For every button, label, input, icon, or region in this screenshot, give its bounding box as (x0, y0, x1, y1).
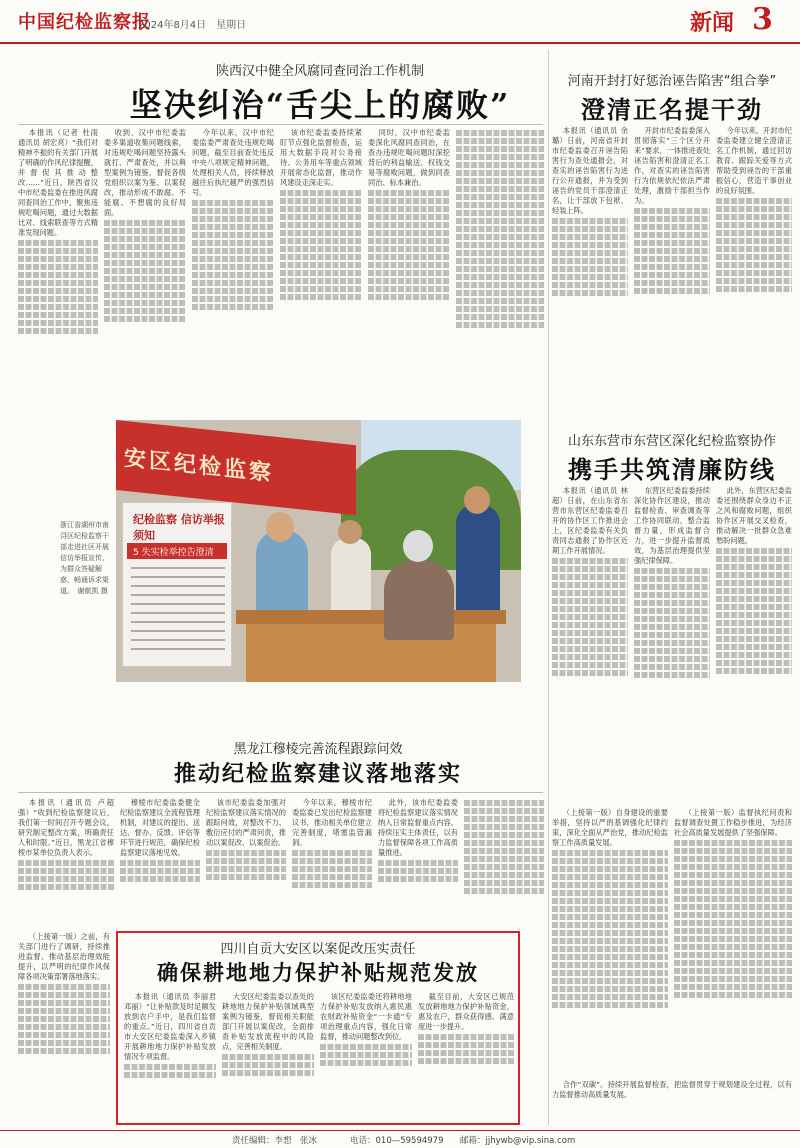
photo-person (456, 505, 500, 615)
photo-table-front (246, 624, 496, 682)
photo-person-head (338, 520, 362, 544)
article4-column: 此外，该市纪委监委将纪检监察建议落实情况纳入日常监督重点内容，持续压实主体责任，以有力监督保障各项工作高质量推进。 (378, 798, 458, 926)
article6-column: 截至目前，大安区已规范发放耕地地力保护补贴资金，惠及农户，群众获得感、满意度进一步提升。 (418, 992, 514, 1120)
article5-column: （上接第一版）自身建设的重要举措，坚持以严的基调强化纪律约束，深化全面从严治党，推动纪检监察工作高质量发展。 (552, 808, 668, 1126)
newspaper-logo: 中国纪检监察报 (18, 12, 151, 33)
photo-banner (116, 420, 356, 515)
footer-phone: 电话：010—59594979 (350, 1136, 444, 1146)
article6-column: 大安区纪委监委以查处的耕地地力保护补贴领域典型案例为镜鉴，督促相关职能部门开展以案促改，全面排查补贴发放流程中的风险点，完善相关制度。 (222, 992, 314, 1120)
photo-caption: 浙江省湖州市南浔区纪检监察干部走进社区开展信访举报宣传，为群众答疑解惑，畅通诉求渠道。 谢航凯 摄 (60, 521, 109, 595)
article6-headline: 确保耕地地力保护补贴规范发放 (157, 960, 479, 985)
article2-headline: 澄清正名提干劲 (581, 95, 763, 124)
article3-kicker: 山东东营市东营区深化纪检监察协作 (567, 434, 776, 449)
article3-headline: 携手共筑清廉防线 (568, 455, 776, 484)
photo-person-head (266, 512, 294, 542)
article1-column: 该市纪委监委持续紧盯节点强化监督检查，运用大数据手段对公务接待、公务用车等重点领域开展常态化监督，推动作风建设走深走实。 (280, 128, 362, 396)
article4-column: 穆棱市纪委监委健全纪检监察建议全流程管理机制，对建议的提出、送达、督办、反馈、评估等环节进行规范，确保纪检监察建议落地见效。 (120, 798, 200, 926)
article1-column: 今年以来，汉中市纪委监委严肃查处违规吃喝问题，截至目前查处违反中央八项规定精神问题，处理相关人员，持续释放越往后执纪越严的强烈信号。 (192, 128, 274, 396)
article1-column: 收到、汉中市纪委监委多渠道收集问题线索，对违规吃喝问题坚持露头就打、严肃查处，并以典型案例为镜鉴，督促各级党组织以案为鉴、以案促改，推动形成不敢腐、不能腐、不想腐的良好局面。 (104, 128, 186, 396)
article3-column: 东营区纪委监委持续深化协作区建设，推动监督检查、审查调查等工作协同联动，整合监督力量，形成监督合力，进一步提升监督质效，为基层治理提供坚强纪律保障。 (634, 486, 710, 802)
article1-column (456, 128, 544, 396)
footer-editor: 责任编辑：李想 张冰 (232, 1136, 318, 1146)
article1-kicker: 陕西汉中健全风腐同查同治工作机制 (215, 64, 424, 79)
footer-email: 邮箱：jjhywb@vip.sina.com (460, 1136, 576, 1146)
article4-column: 该市纪委监委加强对纪检监察建议落实情况的跟踪问效，对整改不力、敷衍应付的严肃问责，推动以案促改、以案促治。 (206, 798, 286, 926)
section-title: 新闻 (690, 10, 735, 36)
article1-headline: 坚决纠治“舌尖上的腐败” (129, 86, 511, 124)
page-footer (0, 1130, 800, 1148)
divider (18, 792, 543, 793)
photo-person (331, 538, 371, 618)
article4-column (464, 798, 544, 926)
article2-column: 本报讯（通讯员 余璐）日前，河南省开封市纪委监委召开诬告陷害行为查处通报会，对查实的诬告陷害行为进行公开通报，并为受到诬告的党员干部澄清正名，让干部放下包袱、轻装上阵。 (552, 126, 628, 396)
column-divider (548, 50, 549, 1125)
article7-column: （上接第一版）之前，有关部门进行了调研，持续推进监督、推动基层治理效能提升，以严明的纪律作风保障各项决策部署落地落实。 (18, 932, 110, 1124)
photo-person-head (403, 530, 433, 562)
article5-column: （上接第一版）监督执纪问责和监督调查处置工作稳步推进，为经济社会高质量发展提供了坚强保障。 (674, 808, 792, 1126)
issue-date: 2024年8月4日 星期日 (138, 20, 247, 31)
masthead (0, 0, 800, 44)
article4-column: 今年以来，穆棱市纪委监委已发出纪检监察建议书，推动相关单位建立完善制度，堵塞监管漏洞。 (292, 798, 372, 926)
article1-column: 同时，汉中市纪委监委深化风腐同查同治，在查办违规吃喝问题时深挖背后的利益输送、权钱交易等腐败问题，做到同查同治、标本兼治。 (368, 128, 450, 396)
article7-column: 合作“双碳”。持续开展监督检查，把监督贯穿于规划建设全过程，以有力监督推动高质量发展。 (552, 1080, 792, 1099)
article6-column: 本报讯（通讯员 李丽君 邓丽）“让补贴款及时足额发放到农户手中，是我们监督的重点。”近日，四川省自贡市大安区纪委监委深入乡镇开展耕地地力保护补贴发放情况专项监督。 (124, 992, 216, 1120)
photo-person (384, 560, 454, 640)
article4-headline: 推动纪检监察建议落地落实 (173, 761, 462, 787)
divider (18, 124, 543, 125)
article2-column: 今年以来，开封市纪委监委建立健全澄清正名工作机制，通过回访教育、跟踪关爱等方式帮助受到诬告的干部重振信心，营造干事创业的良好氛围。 (716, 126, 792, 396)
article6-kicker: 四川自贡大安区以案促改压实责任 (220, 942, 416, 957)
board-title: 纪检监察 信访举报须知 (133, 513, 225, 542)
page-number: 3 (752, 2, 773, 37)
article3-column: 本报讯（通讯员 林超）日前，在山东省东营市东营区纪委监委召开的协作区工作推进会上，区纪委监委有关负责同志通报了协作区近期工作开展情况。 (552, 486, 628, 802)
article2-kicker: 河南开封打好惩治诬告陷害“组合拳” (567, 74, 777, 89)
board-badge-text: 5 失实检举控告澄清 (133, 548, 214, 558)
article6-column: 该区纪委监委还将耕地地力保护补贴发放纳入惠民惠农财政补贴资金“一卡通”专项治理重点内容，强化日常监督，推动问题整改到位。 (320, 992, 412, 1120)
banner-text: 安区纪检监察 (124, 444, 275, 487)
article1-column: 本报讯（记者 杜雨 通讯员 胡宏亮）“我们对精神不振的有关部门开展了明确的作风纪律提醒，并督促其推动整改……”近日，陕西省汉中市纪委监委在推进风腐同查同治工作中，聚焦违规吃喝问题，通过大数据比对、线索联查等方式精准发现问题。 (18, 128, 98, 396)
article2-column: 开封市纪委监委深入贯彻落实“三个区分开来”要求，一体推进查处诬告陷害和澄清正名工作，对查实的诬告陷害行为依规依纪依法严肃处理，激励干部担当作为。 (634, 126, 710, 396)
photo-table (236, 610, 506, 624)
board-text-lines (131, 567, 225, 657)
news-photo (116, 420, 521, 682)
article4-column: 本报讯（通讯员 卢超强）“收到纪检监察建议后，我们第一时间召开专题会议，研究制定整改方案，明确责任人和时限。”近日，黑龙江省穆棱市某单位负责人表示。 (18, 798, 114, 926)
photo-person (256, 530, 308, 620)
photo-person-head (464, 486, 490, 514)
article4-kicker: 黑龙江穆棱完善流程跟踪问效 (233, 742, 403, 757)
board-badge (127, 543, 227, 559)
article3-column: 此外，东营区纪委监委还围绕群众身边不正之风和腐败问题，组织协作区开展交叉检查，推动解决一批群众急难愁盼问题。 (716, 486, 792, 802)
photo-notice-board (122, 502, 232, 667)
